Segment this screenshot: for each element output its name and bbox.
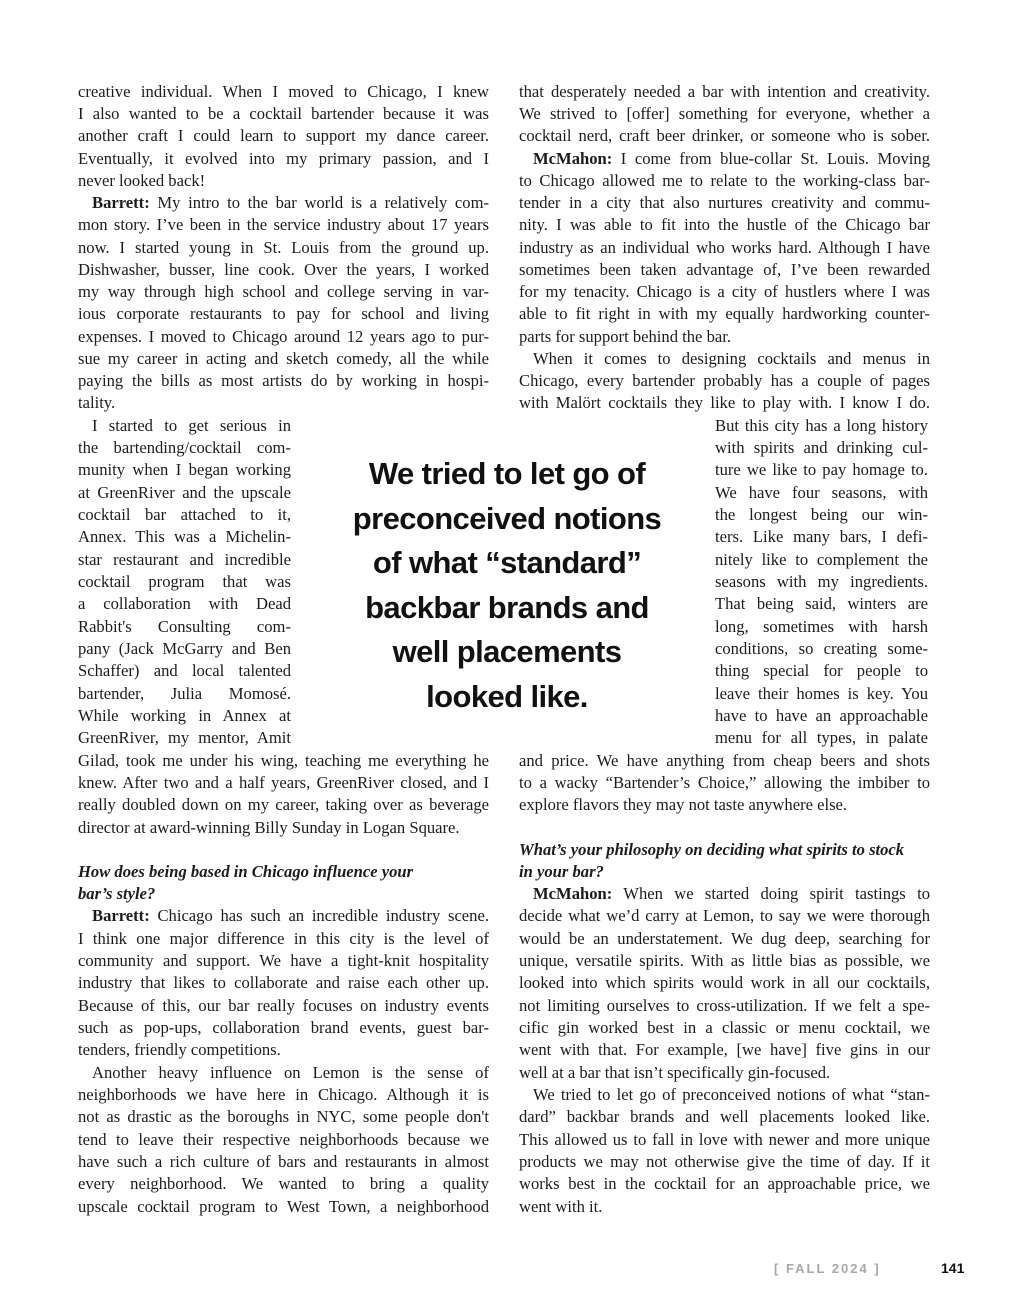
body-line: Dishwasher, busser, line cook. Over the years, I worked bbox=[78, 260, 489, 279]
body-line: neighborhoods we have here in Chicago. Although it is bbox=[78, 1085, 489, 1104]
body-line: unique, versatile spirits. With as little bias as possible, we bbox=[519, 951, 930, 970]
body-line: nity. I was able to fit into the hustle of the Chicago bar bbox=[519, 215, 930, 234]
speaker-label-mcmahon: McMahon: bbox=[533, 149, 613, 168]
body-line: tenders, friendly competitions. bbox=[78, 1040, 281, 1059]
body-line: works best in the cocktail for an approachable price, we bbox=[519, 1174, 930, 1193]
body-line: cocktail bar attached to it, bbox=[78, 505, 291, 524]
pull-quote-line: backbar brands and bbox=[365, 589, 649, 625]
body-line: mon story. I’ve been in the service industry about 17 years bbox=[78, 215, 489, 234]
body-line: star restaurant and incredible bbox=[78, 550, 291, 569]
interview-question: What’s your philosophy on deciding what spirits to stock bbox=[519, 840, 905, 859]
body-line: cocktail program that was bbox=[78, 572, 291, 591]
body-line: cocktail nerd, craft beer drinker, or someone who is sober. bbox=[519, 126, 930, 145]
body-line: to a wacky “Bartender’s Choice,” allowing the imbiber to bbox=[519, 773, 930, 792]
speaker-text: I come from blue-collar St. Louis. Moving bbox=[612, 149, 930, 168]
body-line: GreenRiver, my mentor, Amit bbox=[78, 728, 291, 747]
body-line: upscale cocktail program to West Town, a neighborhood bbox=[78, 1197, 489, 1216]
body-line: Schaffer) and local talented bbox=[78, 661, 291, 680]
interview-question: bar’s style? bbox=[78, 884, 156, 903]
body-line: paying the bills as most artists do by working in hospi- bbox=[78, 371, 489, 390]
body-line: would be an understatement. We dug deep, searching for bbox=[519, 929, 930, 948]
body-line: community and support. We have a tight-knit hospitality bbox=[78, 951, 489, 970]
speaker-text: My intro to the bar world is a relatively com- bbox=[149, 193, 489, 212]
body-line: menu for all types, in palate bbox=[715, 728, 928, 747]
body-line: Chicago, every bartender probably has a couple of pages bbox=[519, 371, 930, 390]
body-line: dard” backbar brands and well placements looked like. bbox=[519, 1107, 930, 1126]
body-line bbox=[519, 883, 930, 905]
interview-question: in your bar? bbox=[519, 862, 604, 881]
body-line: tality. bbox=[78, 393, 116, 412]
body-line: expenses. I moved to Chicago around 12 years ago to pur- bbox=[78, 327, 489, 346]
body-line: While working in Annex at bbox=[78, 706, 291, 725]
body-line: tend to leave their respective neighborhoods because we bbox=[78, 1130, 489, 1149]
body-line: with Malört cocktails they like to play with. I know I do. bbox=[519, 393, 930, 412]
body-line bbox=[78, 192, 489, 214]
body-line: have such a rich culture of bars and restaurants in almost bbox=[78, 1152, 489, 1171]
body-line: and price. We have anything from cheap beers and shots bbox=[519, 751, 930, 770]
body-line: Annex. This was a Michelin- bbox=[78, 527, 291, 546]
body-line: Rabbit's Consulting com- bbox=[78, 617, 291, 636]
body-line: pany (Jack McGarry and Ben bbox=[78, 639, 291, 658]
body-line: conditions, so creating some- bbox=[715, 639, 928, 658]
body-line: my way through high school and college serving in var- bbox=[78, 282, 489, 301]
issue-label: [ FALL 2024 ] bbox=[774, 1261, 881, 1276]
body-line: to Chicago allowed me to relate to the working-class bar- bbox=[519, 171, 930, 190]
body-line: now. I started young in St. Louis from the ground up. bbox=[78, 238, 489, 257]
body-line: with spirits and drinking cul- bbox=[715, 438, 928, 457]
body-line bbox=[519, 148, 930, 170]
body-line: bartender, Julia Momosé. bbox=[78, 684, 291, 703]
speaker-label-barrett: Barrett: bbox=[92, 906, 150, 925]
body-line: ture we like to pay homage to. bbox=[715, 460, 928, 479]
body-line: another craft I could learn to support my dance career. bbox=[78, 126, 489, 145]
body-line: industry that likes to collaborate and raise each other up. bbox=[78, 973, 489, 992]
page-number: 141 bbox=[941, 1260, 965, 1276]
body-line: never looked back! bbox=[78, 171, 206, 190]
pull-quote-line: of what “standard” bbox=[372, 545, 642, 580]
body-line: the longest being our win- bbox=[715, 505, 928, 524]
pull-quote bbox=[316, 452, 698, 719]
speaker-label-mcmahon: McMahon: bbox=[533, 884, 613, 903]
body-line: not limiting ourselves to cross-utilization. If we felt a spe- bbox=[519, 996, 930, 1015]
body-line: parts for support behind the bar. bbox=[519, 327, 731, 346]
body-line: well at a bar that isn’t specifically gin-focused. bbox=[519, 1063, 831, 1082]
body-line: We tried to let go of preconceived notions of what “stan- bbox=[533, 1085, 930, 1104]
body-line: director at award-winning Billy Sunday in Logan Square. bbox=[78, 818, 460, 837]
body-line: cific gin worked best in a classic or menu cocktail, we bbox=[519, 1018, 930, 1037]
body-line: ters. Like many bars, I defi- bbox=[715, 527, 928, 546]
body-line: industry as an individual who works hard. Although I have bbox=[519, 238, 930, 257]
body-line: I think one major difference in this city is the level of bbox=[78, 929, 489, 948]
body-line: explore flavors they may not taste anywhere else. bbox=[519, 795, 848, 814]
body-line: But this city has a long history bbox=[715, 416, 928, 435]
body-line: not as drastic as the boroughs in NYC, some people don't bbox=[78, 1107, 489, 1126]
body-line: sometimes been taken advantage of, I’ve been rewarded bbox=[519, 260, 930, 279]
body-line: ious corporate restaurants to pay for school and living bbox=[78, 304, 489, 323]
speaker-text: Chicago has such an incredible industry scene. bbox=[149, 906, 489, 925]
body-line: Eventually, it evolved into my primary passion, and I bbox=[78, 149, 489, 168]
body-line: went with that. For example, [we have] five gins in our bbox=[519, 1040, 930, 1059]
body-line: knew. After two and a half years, GreenRiver closed, and I bbox=[78, 773, 489, 792]
body-line: able to fit right in with my equally hardworking counter- bbox=[519, 304, 930, 323]
body-line: long, sometimes with harsh bbox=[715, 617, 928, 636]
body-line: seasons with my ingredients. bbox=[715, 572, 928, 591]
body-line: We have four seasons, with bbox=[715, 483, 928, 502]
body-line: went with it. bbox=[519, 1197, 603, 1216]
body-line: Another heavy influence on Lemon is the sense of bbox=[92, 1063, 489, 1082]
interview-question: How does being based in Chicago influence your bbox=[78, 862, 414, 881]
body-line: nitely like to complement the bbox=[715, 550, 928, 569]
body-line: looked into which spirits would work in all our cocktails, bbox=[519, 973, 930, 992]
body-line: products we may not otherwise give the time of day. If it bbox=[519, 1152, 930, 1171]
speaker-label-barrett: Barrett: bbox=[92, 193, 150, 212]
body-line: This allowed us to fall in love with newer and more unique bbox=[519, 1130, 930, 1149]
body-line bbox=[78, 905, 489, 927]
body-line: sue my career in acting and sketch comedy, all the while bbox=[78, 349, 489, 368]
body-line: decide what we’d carry at Lemon, to say we were thorough bbox=[519, 906, 930, 925]
body-line: really doubled down on my career, taking over as beverage bbox=[78, 795, 489, 814]
pull-quote-line: We tried to let go of bbox=[368, 456, 646, 491]
body-line: Gilad, took me under his wing, teaching me everything he bbox=[78, 751, 489, 770]
body-line: munity when I began working bbox=[78, 460, 291, 479]
body-line: We strived to [offer] something for everyone, whether a bbox=[519, 104, 930, 123]
pull-quote-line: looked like. bbox=[426, 678, 588, 714]
body-line: That being said, winters are bbox=[715, 594, 928, 613]
body-line: leave their homes is key. You bbox=[715, 684, 928, 703]
body-line: for my tenacity. Chicago is a city of hustlers where I was bbox=[519, 282, 930, 301]
body-line: the bartending/cocktail com- bbox=[78, 438, 291, 457]
body-line: such as pop-ups, collaboration brand events, guest bar- bbox=[78, 1018, 489, 1037]
body-line: creative individual. When I moved to Chicago, I knew bbox=[78, 82, 489, 101]
body-line: every neighborhood. We wanted to bring a quality bbox=[78, 1174, 489, 1193]
pull-quote-line: well placements bbox=[392, 634, 622, 669]
body-line: thing special for people to bbox=[715, 661, 928, 680]
body-line: I started to get serious in bbox=[92, 416, 291, 435]
speaker-text: When we started doing spirit tastings to bbox=[612, 884, 930, 903]
body-line: at GreenRiver and the upscale bbox=[78, 483, 291, 502]
body-line: I also wanted to be a cocktail bartender because it was bbox=[78, 104, 489, 123]
body-line: Because of this, our bar really focuses on industry events bbox=[78, 996, 489, 1015]
body-line: tender in a city that also nurtures creativity and commu- bbox=[519, 193, 930, 212]
body-line: When it comes to designing cocktails and menus in bbox=[533, 349, 930, 368]
body-line: a collaboration with Dead bbox=[78, 594, 291, 613]
body-line: have to have an approachable bbox=[715, 706, 928, 725]
body-line: that desperately needed a bar with intention and creativity. bbox=[519, 82, 930, 101]
pull-quote-line: preconceived notions bbox=[352, 500, 662, 536]
